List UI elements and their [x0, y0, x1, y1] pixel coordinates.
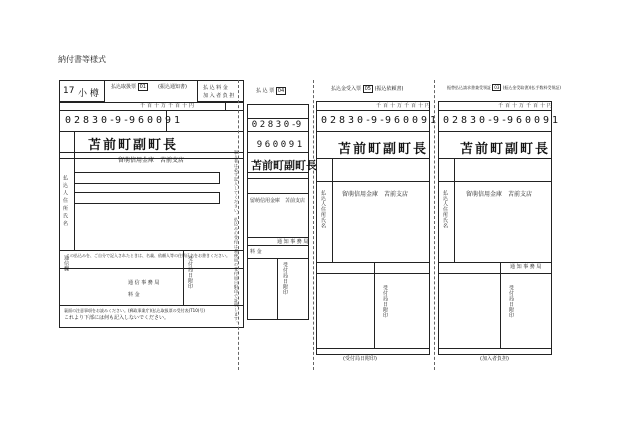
- slip-1-address-field[interactable]: [74, 172, 220, 184]
- slip-1-note-label: 通信欄: [63, 255, 69, 272]
- slip-1-name-field[interactable]: [74, 192, 220, 204]
- slip-1-col-labels: 千百十万千百十円: [140, 103, 197, 109]
- slip-2-vertical-note: 加入者は必ず記入してください。払込みの受付は郵便局の受付局日附印で証明します。: [234, 150, 239, 326]
- slip-4-footer: (加入者負担): [480, 356, 509, 362]
- slip-1-payee: 苫前町副町長: [88, 138, 179, 153]
- slip-2-header: 払 込 票 04: [256, 88, 285, 94]
- slip-1-stamp-label: 通 信 事 務 局: [128, 280, 160, 286]
- slip-1-account-number: 0 2 8 3 0 - 9 - 9 6 0 0 9 1: [64, 115, 182, 126]
- slip-1-bank: 留萌信用金庫 苫前支店: [118, 157, 185, 164]
- slip-3-payee: 苫前町副町長: [338, 142, 429, 157]
- slip-4-col-labels: 千百十万千百十円: [498, 103, 555, 109]
- slip-2-amount-number: 9 6 0 0 9 1: [256, 140, 304, 150]
- perforation-3: [434, 80, 435, 370]
- slip-1-fee-row: 料 金: [128, 292, 140, 298]
- page-title: 納付書等様式: [58, 55, 106, 64]
- slip-1-header-sub: (振込通知書): [158, 84, 187, 90]
- slip-3-stamp: 受付局日附印: [382, 285, 388, 318]
- slip-4-account-number: 0 2 8 3 0 - 9 - 9 6 0 0 9 1: [442, 115, 560, 126]
- slip-3-header: 払込金受入票 05 (振込依頼書): [331, 86, 404, 92]
- slip-1-note-1: この払込みを、ご自分で記入されたときは、名義、依頼人等の住所氏名をお書きください。: [66, 253, 230, 258]
- slip-3-bank: 留萌信用金庫 苫前支店: [342, 191, 409, 198]
- slip-3-side: 払込人住所氏名: [320, 190, 326, 229]
- slip-2-fee-label: 通 知 事 務 局: [277, 239, 309, 245]
- slip-1-header: 払込取扱票 01: [111, 84, 146, 90]
- slip-1-number: 17: [63, 86, 75, 96]
- slip-2-payee: 苫前町副町長: [251, 159, 317, 172]
- slip-1-fee-label-2: 加 入 者 負 担: [203, 93, 235, 99]
- slip-4-header: 振替払込請求書兼受領証 03 (振込金受取書)(払手数料受領証): [447, 85, 561, 90]
- slip-1-receipt-side: 受付局日附印: [187, 256, 193, 289]
- slip-4-payee: 苫前町副町長: [460, 142, 551, 157]
- slip-2-bank: 留萌信用金庫 苫前支店: [250, 198, 306, 204]
- slip-1-kind: 小 樽: [78, 89, 99, 99]
- slip-2-frame: [247, 104, 309, 320]
- slip-2-right-label: 受付局日附印: [282, 262, 288, 295]
- slip-3-account-number: 0 2 8 3 0 - 9 - 9 6 0 0 9 1: [320, 115, 438, 126]
- slip-3-footer: (受付局日附印): [343, 356, 377, 362]
- slip-1-note-3: これより下部には何も記入しないでください。: [64, 315, 170, 321]
- slip-2-fee: 料 金: [250, 249, 262, 255]
- slip-3-col-labels: 千百十万千百十円: [376, 103, 433, 109]
- slip-1-side-label: 払 込 人 住 所 氏 名: [62, 175, 68, 227]
- perforation-2: [313, 80, 314, 370]
- slip-1-fee-label: 払 込 料 金: [203, 85, 228, 91]
- slip-1-note-2: 裏面の注意事項をお読みください。(郵政事業庁)(払込取扱票の受付表(T10)号): [64, 308, 205, 313]
- slip-4-stamp: 受付局日附印: [508, 285, 514, 318]
- slip-4-side: 払込人住所氏名: [442, 190, 448, 229]
- slip-4-fee: 通 知 事 務 局: [510, 264, 542, 270]
- slip-2-account-number: 0 2 8 3 0 - 9: [251, 120, 303, 130]
- slip-4-bank: 留萌信用金庫 苫前支店: [466, 191, 533, 198]
